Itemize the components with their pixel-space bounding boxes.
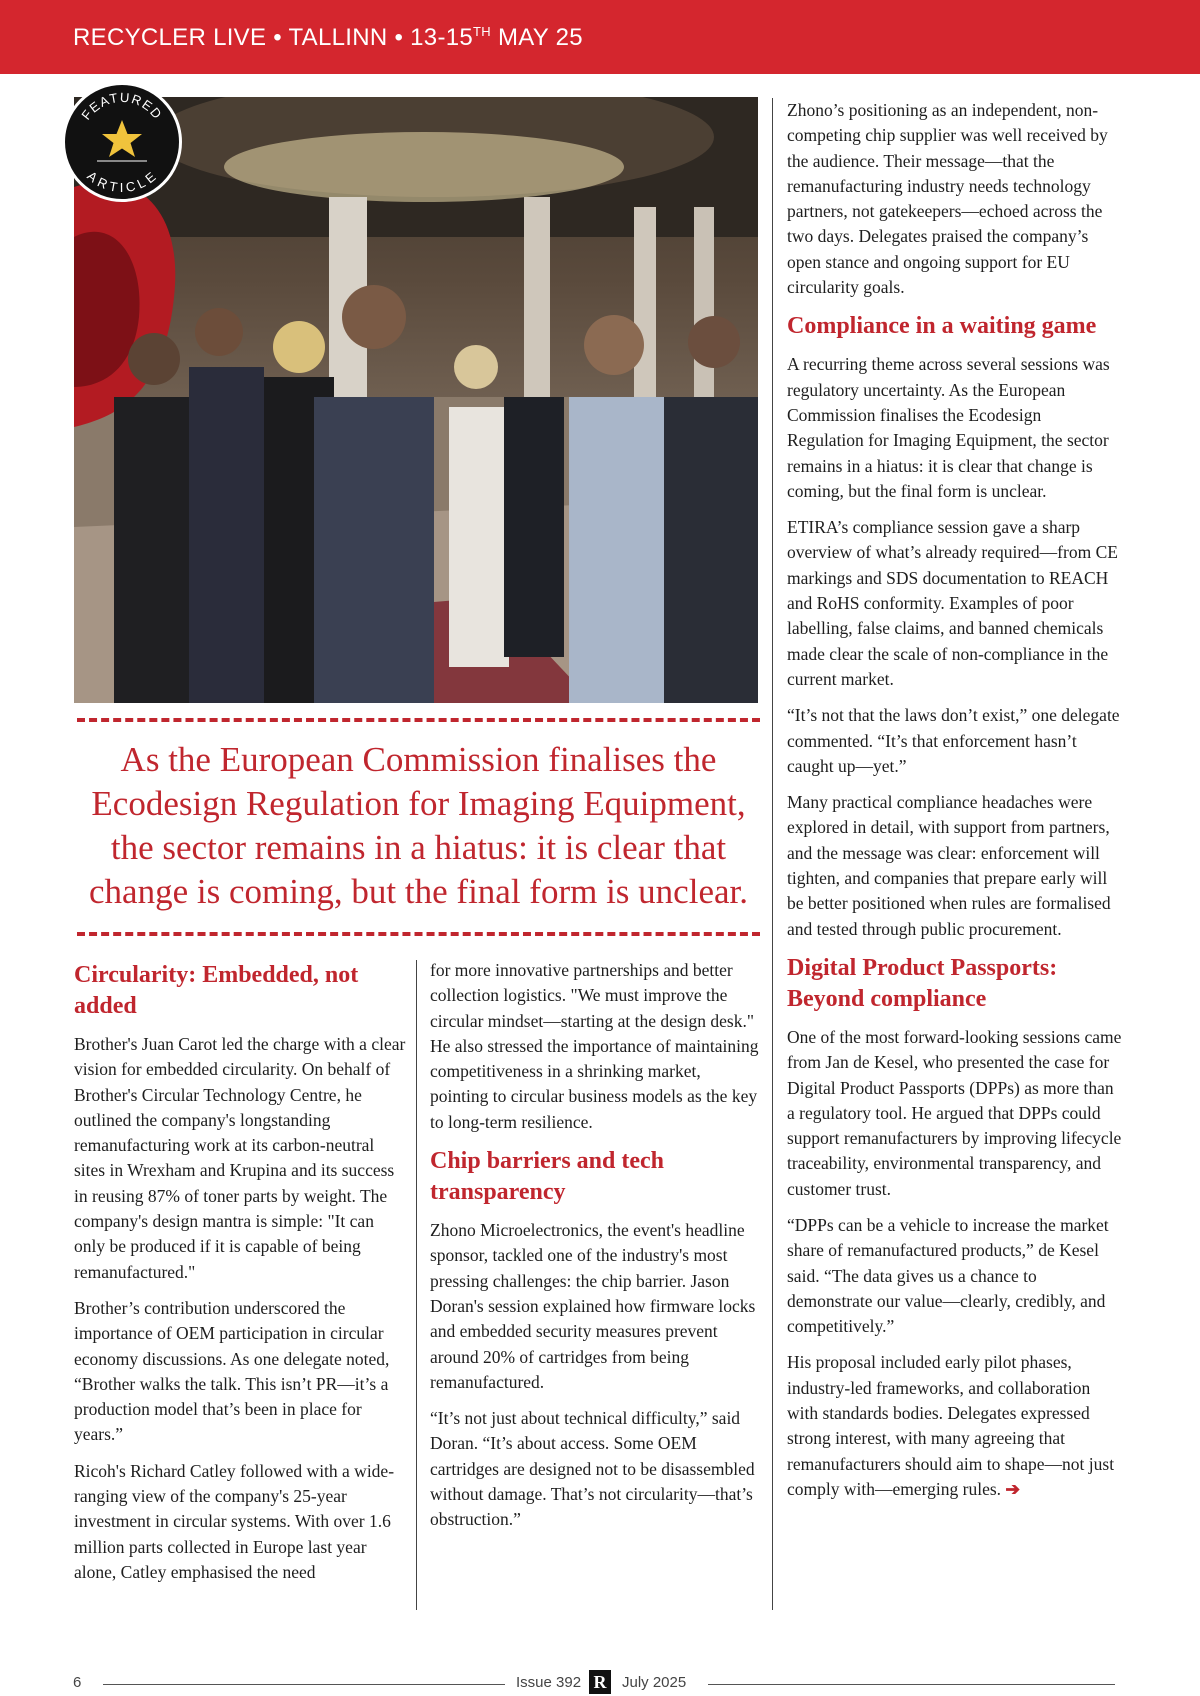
paragraph: Brother’s contribution underscored the importance of OEM participation in circular economy discussions. As one delegate noted, “Brother walks the talk. This isn’t PR—it’s a production model that’s been in place for years.”	[74, 1297, 390, 1445]
paragraph: “It’s not that the laws don’t exist,” one delegate commented. “It’s that enforcement hasn’t caught up—yet.”	[787, 705, 1120, 776]
section-heading-circularity: Circularity: Embedded, not added	[74, 962, 359, 1019]
page-footer	[0, 1670, 1200, 1696]
footer-rule	[708, 1684, 1115, 1685]
column-divider	[772, 98, 773, 1610]
section-heading-compliance: Compliance in a waiting game	[787, 313, 1097, 340]
footer-rule	[103, 1684, 505, 1685]
section-heading-dpp: Digital Product Passports: Beyond compliance	[787, 954, 1058, 1012]
paragraph: “It’s not just about technical difficulty,” said Doran. “It’s about access. Some OEM cartridges are designed not to be disassembled without damage. That’s not circularity—that’s obstruction.”	[430, 1408, 755, 1530]
paragraph: Zhono Microelectronics, the event's headline sponsor, tackled one of the industry's most pressing challenges: the chip barrier. Jason Doran's session explained how firmware locks and embedded security measures prevent around 20% of cartridges from being remanufactured.	[430, 1220, 756, 1392]
page-number: 6	[73, 1674, 82, 1691]
header-bar	[0, 0, 1200, 74]
continue-arrow-icon[interactable]: ➔	[1005, 1478, 1021, 1499]
paragraph: ETIRA’s compliance session gave a sharp overview of what’s already required—from CE markings and SDS documentation to REACH and RoHS conformity. Examples of poor labelling, false claims, and banned chemicals made clear the scale of non-compliance in the current market.	[787, 517, 1118, 689]
paragraph: His proposal included early pilot phases, industry-led frameworks, and collaboration with standards bodies. Delegates expressed strong interest, with many agreeing that remanufacturers should aim to shape—not just comply with—emerging rules. ➔	[787, 1352, 1115, 1499]
issue-number: Issue 392	[516, 1674, 582, 1691]
featured-article-badge	[62, 82, 182, 202]
pull-quote: As the European Commission finalises the Ecodesign Regulation for Imaging Equipment, the sector remains in a hiatus: it is clear that change is coming, but the final form is unclear.	[89, 740, 748, 911]
pull-quote-top-rule	[77, 718, 760, 722]
paragraph: for more innovative partnerships and better collection logistics. "We must improve the circular mindset—starting at the design desk." He also stressed the importance of maintaining competitiveness in a shrinking market, pointing to circular business models as the key to long-term resilience.	[430, 960, 759, 1132]
paragraph: One of the most forward-looking sessions came from Jan de Kesel, who presented the case for Digital Product Passports (DPPs) as more than a regulatory tool. He argued that DPPs could support remanufacturers by improving lifecycle traceability, environmental transparency, and customer trust.	[787, 1026, 1122, 1199]
badge-bottom-text: ARTICLE	[84, 168, 160, 196]
paragraph: A recurring theme across several sessions was regulatory uncertainty. As the European Commission finalises the Ecodesign Regulation for Imaging Equipment, the sector remains in a hiatus: it is clear that change is coming, but the final form is unclear.	[787, 354, 1110, 501]
column-divider	[416, 960, 417, 1610]
badge-top-text: FEATURED	[78, 89, 166, 123]
article-column-3	[787, 98, 1122, 1513]
issue-date: July 2025	[622, 1674, 687, 1691]
section-heading-chip-barriers: Chip barriers and tech transparency	[430, 1148, 664, 1206]
svg-text:ARTICLE	[84, 168, 159, 195]
paragraph: “DPPs can be a vehicle to increase the market share of remanufactured products,” de Kesel said. “The data gives us a chance to demonstrate our value—clearly, credibly, and competitively.”	[787, 1214, 1109, 1337]
svg-text:FEATURED	[78, 90, 165, 123]
article-column-2	[430, 958, 760, 1544]
paragraph: Ricoh's Richard Catley followed with a wide-ranging view of the company's 25-year investment in circular systems. With over 1.6 million parts collected in Europe last year alone, Catley emphasised the need	[74, 1460, 395, 1582]
header-title: RECYCLER LIVE • TALLINN • 13-15TH MAY 25	[73, 24, 583, 51]
paragraph: Brother's Juan Carot led the charge with a clear vision for embedded circularity. On behalf of Brother's Circular Technology Centre, he outlined the company's longstanding remanufacturing work at its carbon-neutral sites in Wrexham and Krupina and its success in reusing 87% of toner parts by weight. The company's design mantra is simple: "It can only be produced if it is capable of being remanufactured."	[74, 1034, 406, 1282]
star-icon	[102, 120, 142, 157]
paragraph: Many practical compliance headaches were explored in detail, with support from partners, and the message was clear: enforcement will tighten, and companies that prepare early will be better positioned when rules are formalised and tested through public procurement.	[787, 792, 1111, 939]
paragraph: Zhono’s positioning as an independent, non-competing chip supplier was well received by the audience. Their message—that the remanufacturing industry needs technology partners, not gatekeepers—echoed across the two days. Delegates praised the company’s open stance and ongoing support for EU circularity goals.	[787, 100, 1108, 298]
pull-quote-bottom-rule	[77, 932, 760, 936]
article-column-1	[74, 960, 406, 1596]
magazine-logo: R	[589, 1670, 611, 1694]
